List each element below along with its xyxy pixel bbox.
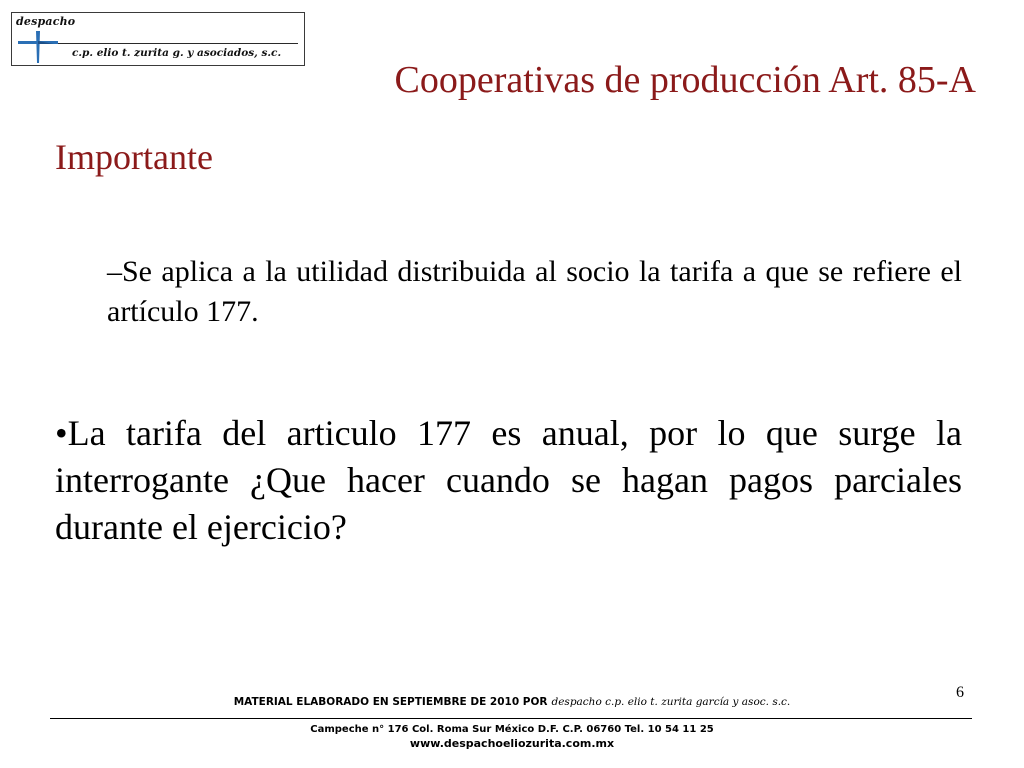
footer-credit — [0, 692, 1024, 710]
logo-wordmark: despacho — [16, 15, 76, 28]
logo-subtitle: c.p. elio t. zurita g. y asociados, s.c. — [72, 47, 282, 59]
bullet-text: •La tarifa del articulo 177 es anual, por lo que surge la interrogante ¿Que hacer cuando se hagan pagos parciales durante el ejercicio? — [55, 413, 962, 547]
footer-credit-label: MATERIAL ELABORADO EN SEPTIEMBRE DE 2010 POR — [233, 696, 548, 708]
page-number: 6 — [956, 684, 964, 701]
company-logo — [11, 12, 305, 66]
footer-divider — [50, 718, 972, 719]
footer-credit-company: despacho c.p. elio t. zurita garcía y asoc. s.c. — [551, 696, 791, 708]
t-cross-logo-mark-icon — [14, 29, 62, 65]
section-heading: Importante — [55, 137, 213, 177]
footer-address: Campeche n° 176 Col. Roma Sur México D.F. C.P. 06760 Tel. 10 54 11 25 — [310, 724, 714, 735]
sub-bullet-text: –Se aplica a la utilidad distribuida al socio la tarifa a que se refiere el artículo 177. — [107, 255, 962, 328]
logo-divider — [58, 43, 298, 44]
footer-website: www.despachoeliozurita.com.mx — [409, 737, 615, 750]
slide-title: Cooperativas de producción Art. 85-A — [394, 59, 976, 101]
